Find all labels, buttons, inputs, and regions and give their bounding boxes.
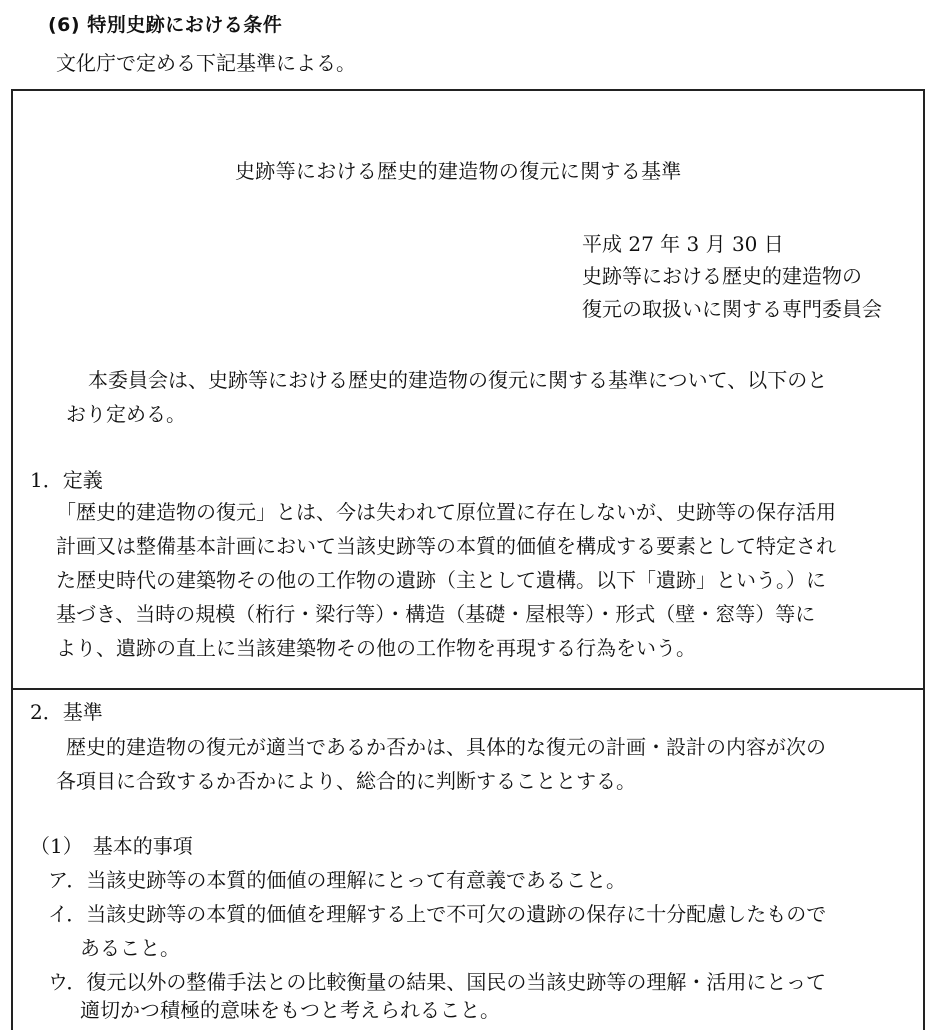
standard-line-2: 各項目に合致するか否かにより、総合的に判断することとする。	[56, 769, 636, 793]
document-date: 平成 27 年 3 月 30 日	[582, 232, 784, 256]
definition-line-2: 計画又は整備基本計画において当該史跡等の本質的価値を構成する要素として特定され	[56, 534, 836, 558]
section-heading: (6) 特別史跡における条件	[48, 14, 283, 36]
item-u-cont: 適切かつ積極的意味をもつと考えられること。	[80, 998, 500, 1022]
committee-line-1: 史跡等における歴史的建造物の	[582, 264, 862, 288]
subsection-heading: （1） 基本的事項	[30, 834, 193, 858]
preamble-line-1: 本委員会は、史跡等における歴史的建造物の復元に関する基準について、以下のと	[88, 368, 828, 392]
item-a: ア．当該史跡等の本質的価値の理解にとって有意義であること。	[48, 868, 626, 892]
definition-line-4: 基づき、当時の規模（桁行・梁行等）・構造（基礎・屋根等）・形式（壁・窓等）等に	[56, 602, 816, 626]
definition-line-1: 「歴史的建造物の復元」とは、今は失われて原位置に存在しないが、史跡等の保存活用	[56, 500, 836, 524]
definition-heading: 1．定義	[30, 468, 103, 492]
committee-line-2: 復元の取扱いに関する専門委員会	[582, 297, 882, 321]
item-u: ウ．復元以外の整備手法との比較衡量の結果、国民の当該史跡等の理解・活用にとって	[48, 970, 826, 994]
item-i-cont: あること。	[80, 936, 180, 960]
definition-line-3: た歴史時代の建築物その他の工作物の遺跡（主として遺構。以下「遺跡」という。）に	[56, 568, 826, 592]
document-title: 史跡等における歴史的建造物の復元に関する基準	[235, 159, 682, 183]
definition-line-5: より、遺跡の直上に当該建築物その他の工作物を再現する行為をいう。	[56, 636, 696, 660]
preamble-line-2: おり定める。	[66, 402, 186, 426]
section-intro: 文化庁で定める下記基準による。	[56, 51, 356, 75]
item-i: イ．当該史跡等の本質的価値を理解する上で不可欠の遺跡の保存に十分配慮したもので	[48, 902, 827, 926]
standard-line-1: 歴史的建造物の復元が適当であるか否かは、具体的な復元の計画・設計の内容が次の	[66, 735, 826, 759]
standard-heading: 2．基準	[30, 700, 103, 724]
